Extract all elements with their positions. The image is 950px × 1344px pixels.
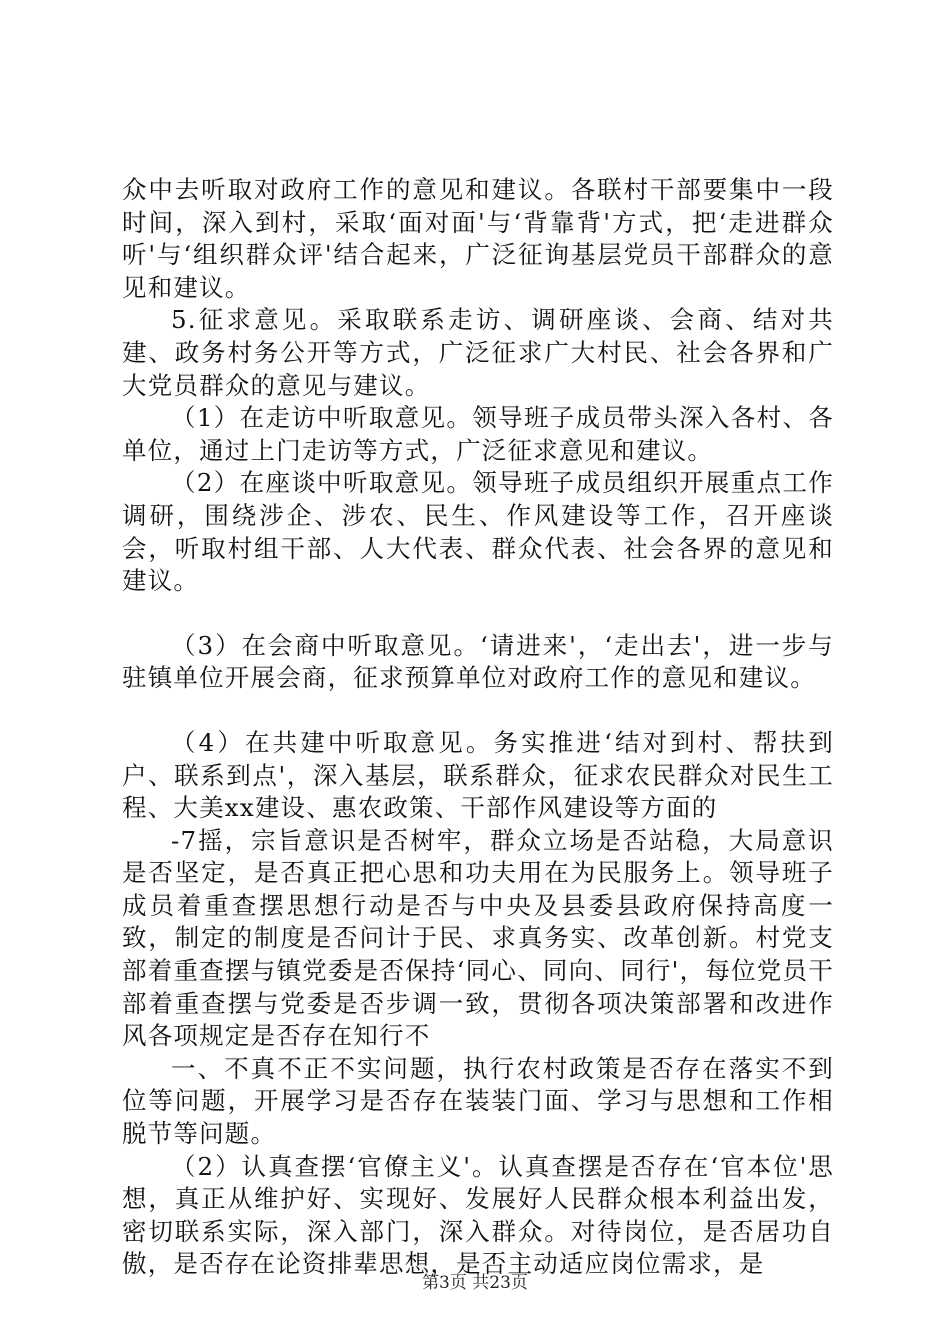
paragraph-3: （1）在走访中听取意见。领导班子成员带头深入各村、各单位，通过上门走访等方式，广泛征求意见和建议。: [122, 403, 834, 465]
page-footer: [0, 1268, 950, 1293]
paragraph-4: （2）在座谈中听取意见。领导班子成员组织开展重点工作调研，围绕涉企、涉农、民生、作风建设等工作，召开座谈会，听取村组干部、人大代表、群众代表、社会各界的意见和建议。: [122, 468, 834, 596]
page-number-label: 第3页 共23页: [422, 1273, 528, 1293]
paragraph-1: 众中去听取对政府工作的意见和建议。各联村干部要集中一段时间，深入到村，采取‘面对面'与‘背靠背'方式，把‘走进群众听'与‘组织群众评'结合起来，广泛征询基层党员干部群众的意见和建议。: [122, 175, 834, 302]
paragraph-5: （3）在会商中听取意见。‘请进来'，‘走出去'，进一步与驻镇单位开展会商，征求预算单位对政府工作的意见和建议。: [122, 630, 834, 693]
paragraph-7: -7摇，宗旨意识是否树牢，群众立场是否站稳，大局意识是否坚定，是否真正把心思和功夫用在为民服务上。领导班子成员着重查摆思想行动是否与中央及县委县政府保持高度一致，制定的制度是否问计于民、求真务实、改革创新。村党支部着重查摆与镇党委是否保持‘同心、同向、同行'，每位党员干部着重查摆与党委是否步调一致，贯彻各项决策部署和改进作风各项规定是否存在知行不: [122, 825, 834, 1051]
paragraph-gap: [122, 598, 834, 630]
paragraph-6: （4）在共建中听取意见。务实推进‘结对到村、帮扶到户、联系到点'，深入基层，联系群众，征求农民群众对民生工程、大美xx建设、惠农政策、干部作风建设等方面的: [122, 727, 834, 823]
paragraph-8: 一、不真不正不实问题，执行农村政策是否存在落实不到位等问题，开展学习是否存在装装门面、学习与思想和工作相脱节等问题。: [122, 1053, 834, 1149]
paragraph-gap: [122, 695, 834, 727]
paragraph-2: 5.征求意见。采取联系走访、调研座谈、会商、结对共建、政务村务公开等方式，广泛征求广大村民、社会各界和广大党员群众的意见与建议。: [122, 305, 834, 400]
paragraph-9: （2）认真查摆‘官僚主义'。认真查摆是否存在‘官本位'思想，真正从维护好、实现好、发展好人民群众根本利益出发，密切联系实际，深入部门，深入群众。对待岗位，是否居功自傲，是否存在论资排辈思想，是否主动适应岗位需求，是: [122, 1151, 834, 1279]
body-text: [122, 174, 834, 1281]
